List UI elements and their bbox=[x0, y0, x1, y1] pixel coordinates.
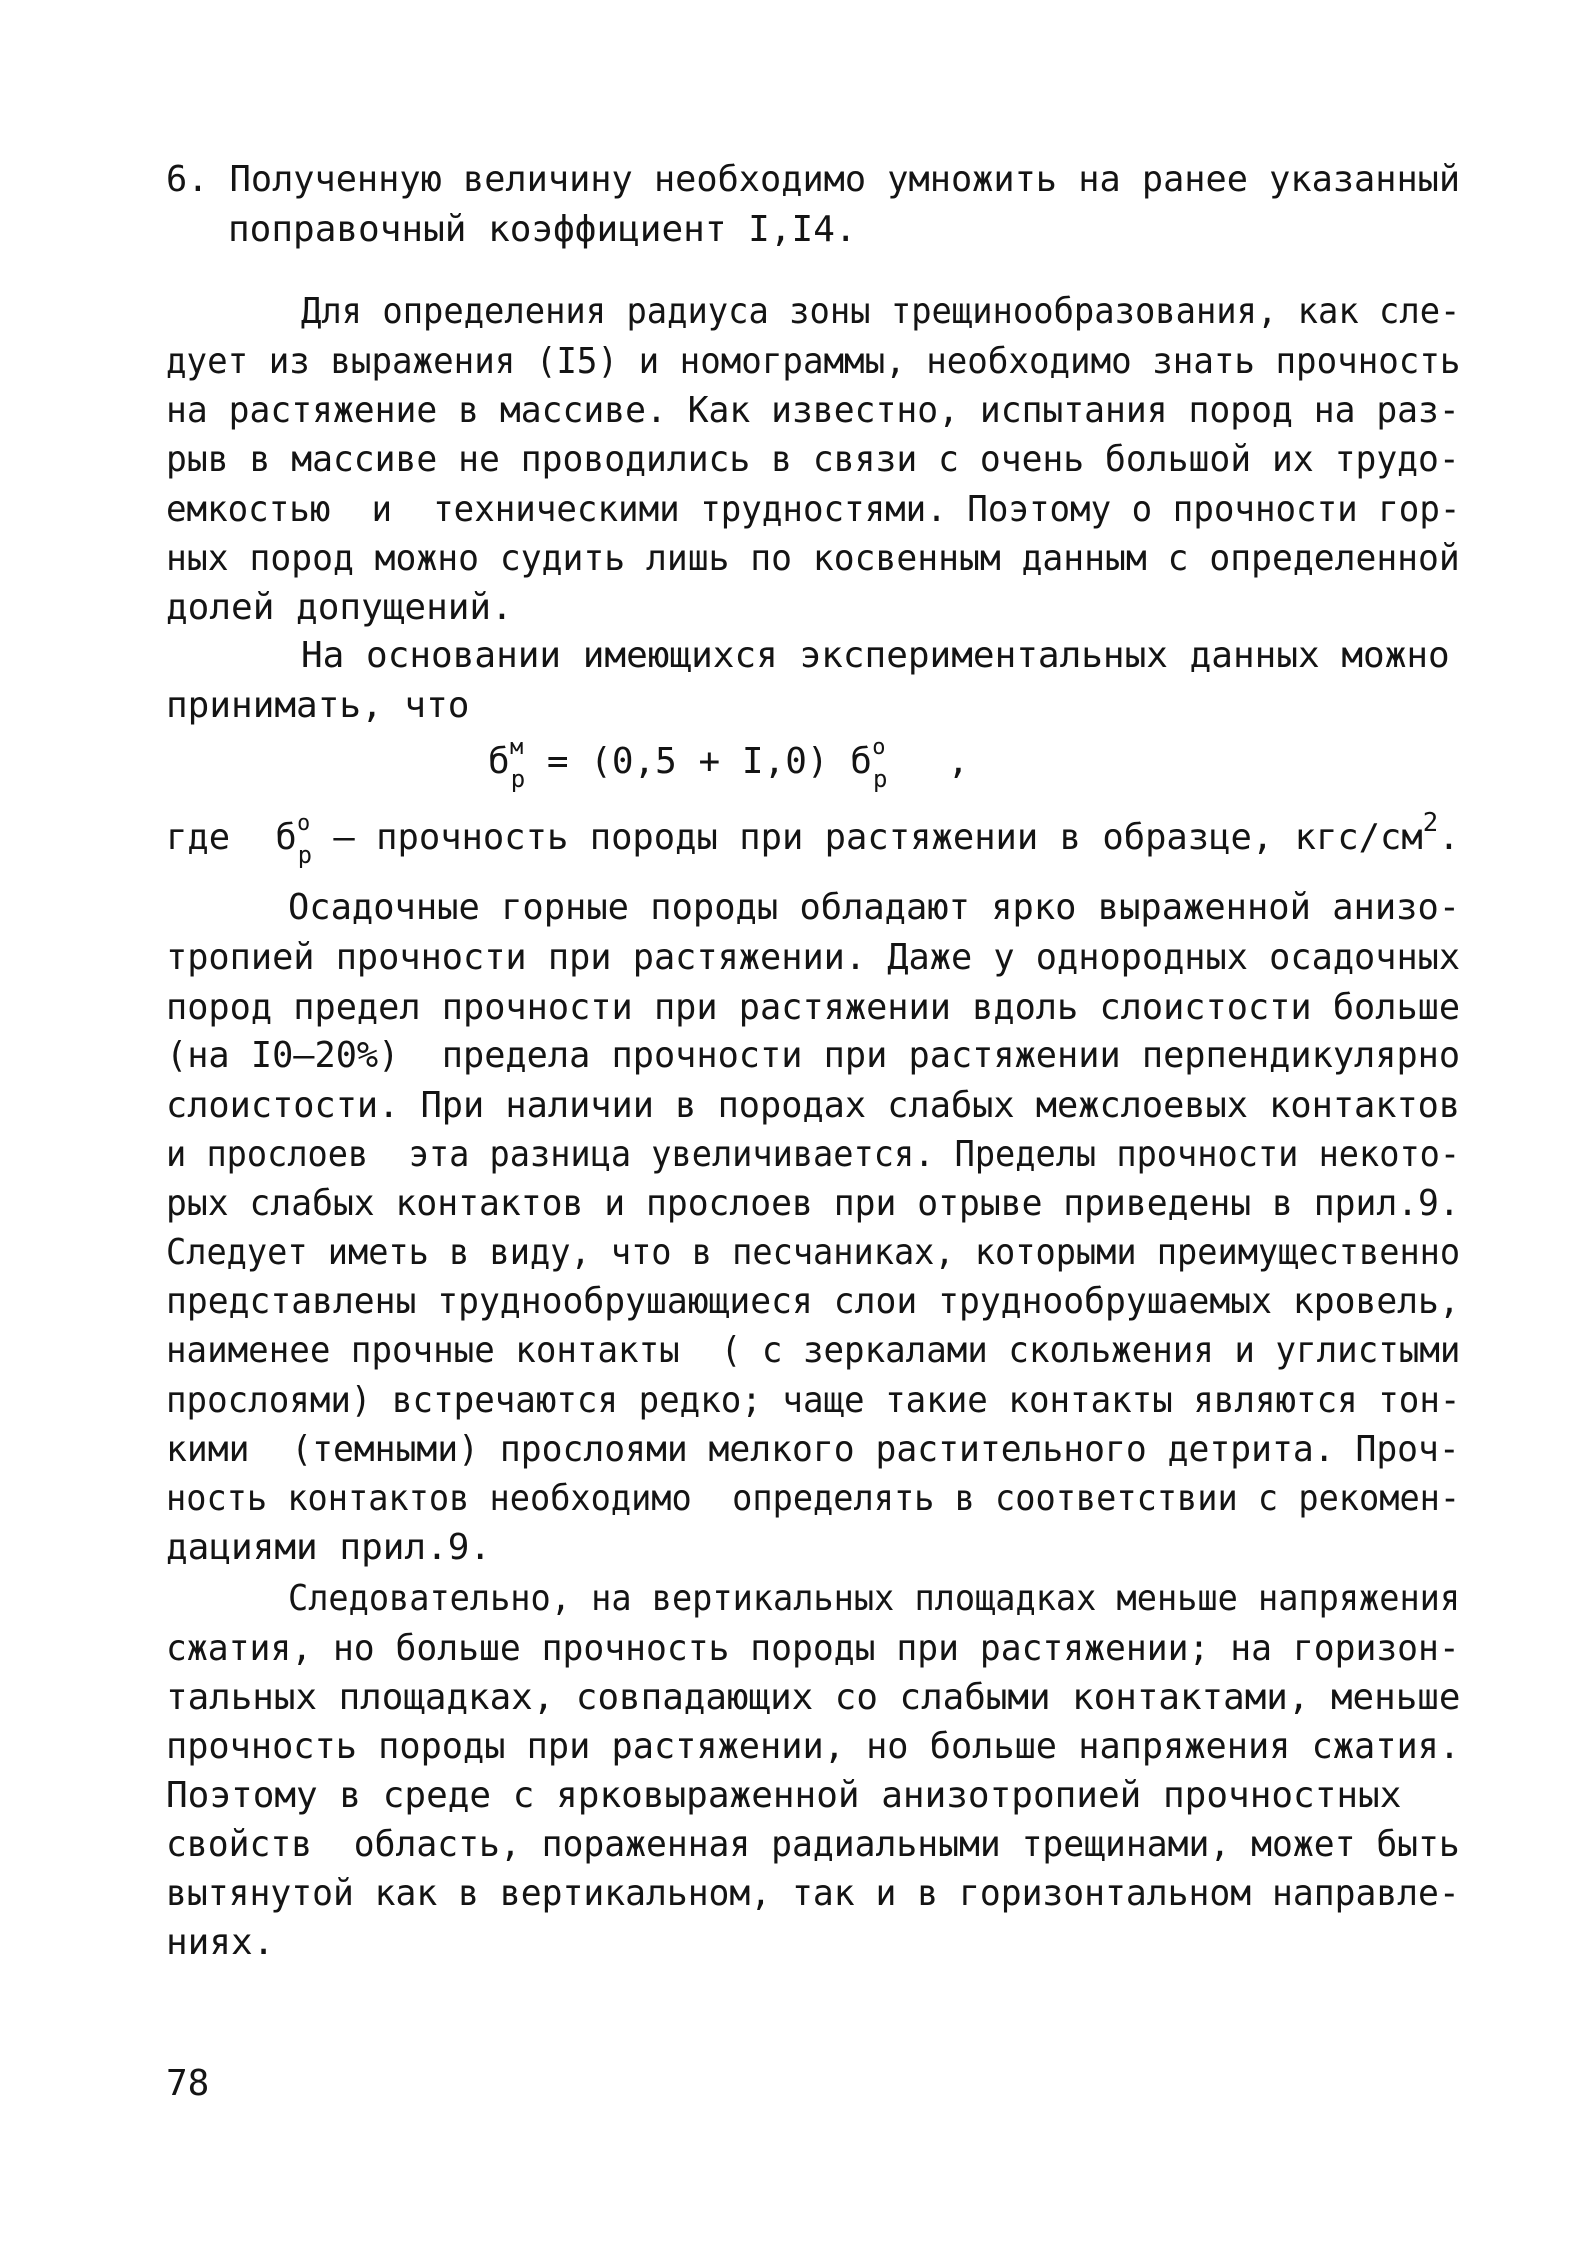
para3-line-3: пород предел прочности при растяжении вдоль слоистости больше bbox=[166, 987, 1461, 1028]
where-word: где bbox=[166, 817, 231, 858]
page-number: 78 bbox=[166, 2063, 210, 2104]
para3-line-8: Следует иметь в виду, что в песчаниках, которыми преимущественно bbox=[166, 1232, 1461, 1273]
para1-line-7: долей допущений. bbox=[166, 587, 513, 628]
subscript-p: р bbox=[510, 765, 526, 793]
para3-line-4: (на I0–20%) предела прочности при растяжении перпендикулярно bbox=[166, 1035, 1461, 1076]
para4-line-3: тальных площадках, совпадающих со слабыми контактами, меньше bbox=[166, 1677, 1461, 1718]
formula bbox=[488, 735, 970, 793]
sigma-symbol: б bbox=[488, 741, 510, 782]
para3-line-2: тропией прочности при растяжении. Даже у однородных осадочных bbox=[166, 937, 1461, 978]
formula-lhs bbox=[488, 735, 526, 793]
para4-line-4: прочность породы при растяжении, но больше напряжения сжатия. bbox=[166, 1726, 1461, 1767]
para3-line-6: и прослоев эта разница увеличивается. Пределы прочности некото- bbox=[166, 1134, 1461, 1175]
para4-line-6: свойств область, пораженная радиальными трещинами, может быть bbox=[166, 1824, 1460, 1865]
superscript-o: о bbox=[297, 811, 311, 836]
formula-comma: , bbox=[947, 741, 970, 782]
para3-line-13: ность контактов необходимо определять в соответствии с рекомен- bbox=[166, 1478, 1461, 1519]
para2-line-1: На основании имеющихся экспериментальных данных можно bbox=[301, 635, 1450, 676]
para4-line-2: сжатия, но больше прочность породы при растяжении; на горизон- bbox=[166, 1628, 1460, 1669]
para1-line-4: рыв в массиве не проводились в связи с очень большой их трудо- bbox=[166, 439, 1460, 480]
para2-line-2: принимать, что bbox=[166, 685, 470, 726]
formula-rhs bbox=[850, 735, 888, 793]
subscript-p: р bbox=[297, 841, 313, 869]
where-period: . bbox=[1438, 817, 1460, 858]
unit-power: 2 bbox=[1422, 808, 1439, 838]
superscript-m: м bbox=[510, 735, 524, 760]
subscript-p: р bbox=[872, 765, 888, 793]
para4-line-5: Поэтому в среде с ярковыраженной анизотропией прочностных bbox=[166, 1775, 1402, 1816]
para3-line-11: прослоями) встречаются редко; чаще такие контакты являются тон- bbox=[166, 1380, 1461, 1421]
para3-line-14: дациями прил.9. bbox=[166, 1527, 492, 1568]
para1-line-2: дует из выражения (I5) и номограммы, необходимо знать прочность bbox=[166, 341, 1461, 382]
para3-line-5: слоистости. При наличии в породах слабых межслоевых контактов bbox=[166, 1085, 1461, 1126]
where-line bbox=[166, 808, 1460, 869]
para3-line-9: представлены труднообрушающиеся слои труднообрушаемых кровель, bbox=[166, 1281, 1460, 1322]
sigma-symbol: б bbox=[850, 741, 872, 782]
item6-line-2: поправочный коэффициент I,I4. bbox=[228, 209, 857, 250]
para4-line-8: ниях. bbox=[166, 1922, 275, 1963]
para3-line-1: Осадочные горные породы обладают ярко выраженной анизо- bbox=[288, 887, 1461, 928]
para1-line-6: ных пород можно судить лишь по косвенным данным с определенной bbox=[166, 538, 1460, 579]
para4-line-1: Следовательно, на вертикальных площадках меньше напряжения bbox=[288, 1578, 1461, 1619]
superscript-o: о bbox=[872, 735, 886, 760]
para3-line-12: кими (темными) прослоями мелкого растительного детрита. Проч- bbox=[166, 1429, 1460, 1470]
para1-line-5: емкостью и техническими трудностями. Поэтому о прочности гор- bbox=[166, 489, 1461, 530]
para3-line-10: наименее прочные контакты ( с зеркалами скольжения и углистыми bbox=[166, 1330, 1461, 1371]
item6-line-1: 6. Полученную величину необходимо умножить на ранее указанный bbox=[166, 159, 1461, 200]
para1-line-1: Для определения радиуса зоны трещинообразования, как сле- bbox=[301, 291, 1461, 332]
sigma-symbol: б bbox=[275, 817, 297, 858]
where-symbol bbox=[275, 811, 313, 869]
formula-middle: = (0,5 + I,0) bbox=[525, 741, 851, 782]
para3-line-7: рых слабых контактов и прослоев при отрыве приведены в прил.9. bbox=[166, 1183, 1460, 1224]
where-definition: – прочность породы при растяжении в образце, кгс/см bbox=[312, 817, 1423, 858]
para1-line-3: на растяжение в массиве. Как известно, испытания пород на раз- bbox=[166, 390, 1460, 431]
para4-line-7: вытянутой как в вертикальном, так и в горизонтальном направле- bbox=[166, 1873, 1460, 1914]
